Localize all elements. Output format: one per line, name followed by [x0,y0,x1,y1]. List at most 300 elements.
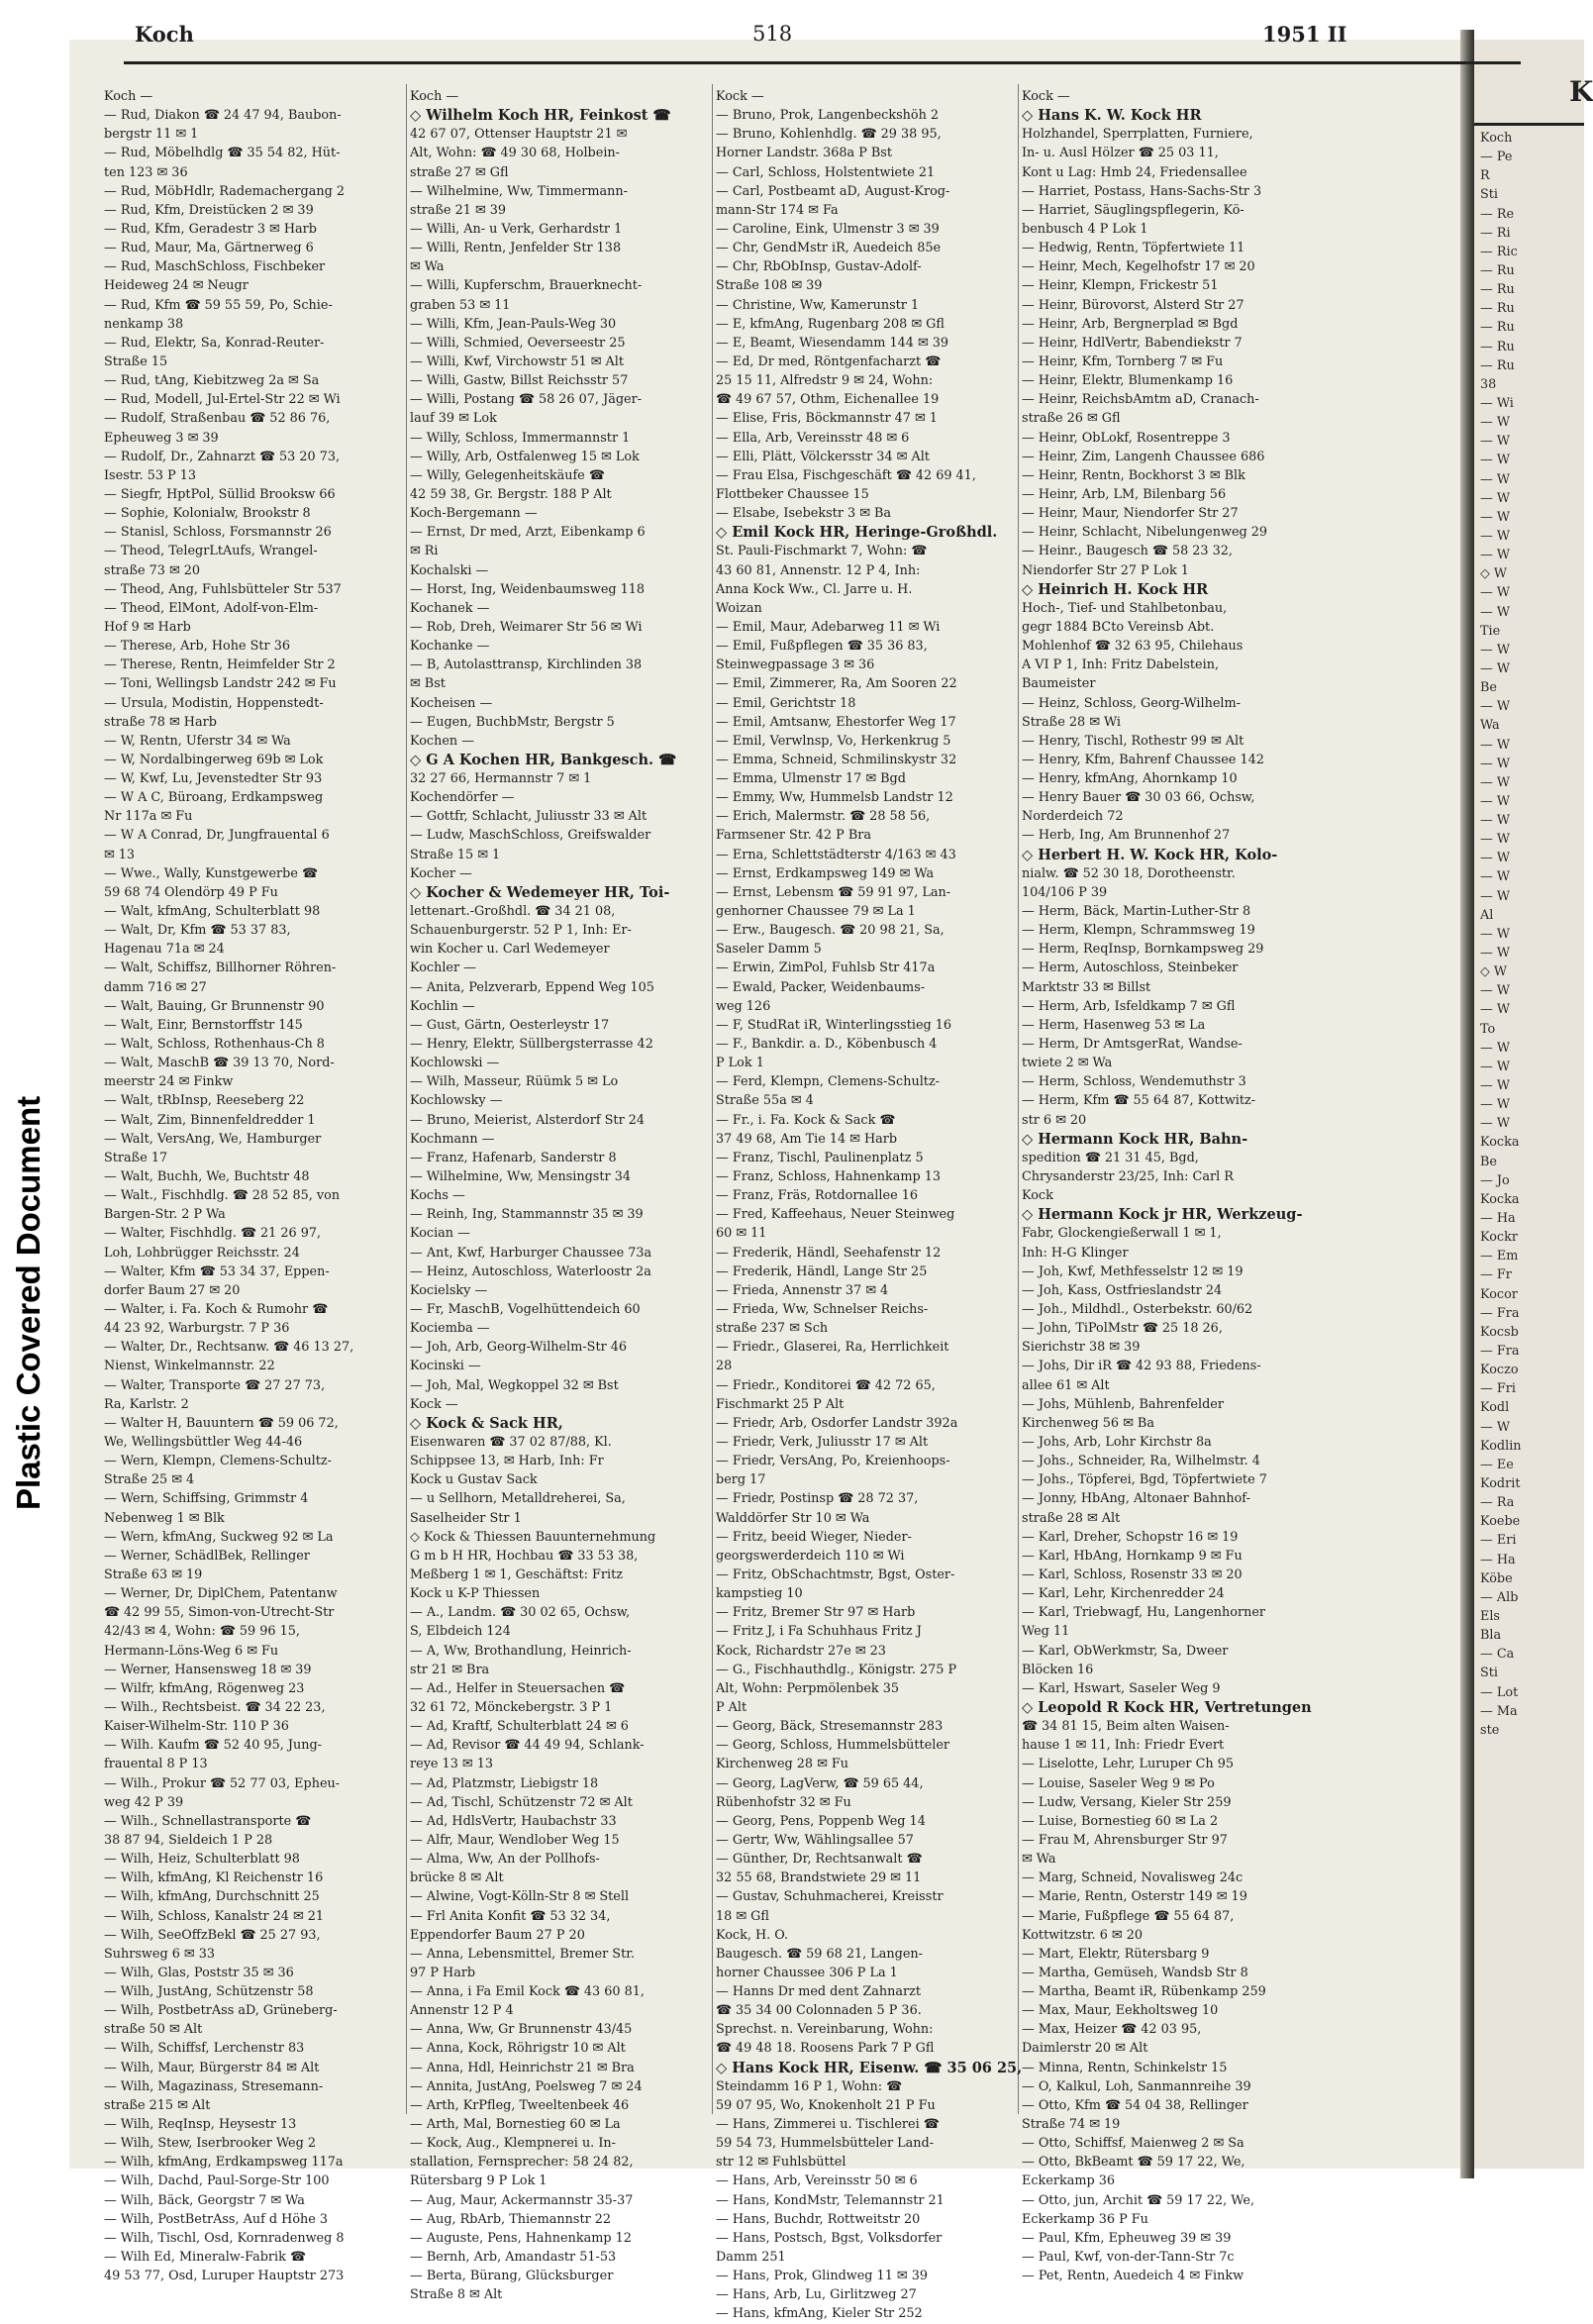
directory-line: — Paul, Kwf, von-der-Tann-Str 7c [1022,2250,1235,2266]
directory-line: — Fritz J, i Fa Schuhhaus Fritz J [716,1624,922,1640]
directory-line: ◇ Kock & Thiessen Bauunternehmung [410,1529,656,1545]
directory-line: — Rud, Modell, Jul-Ertel-Str 22 ✉ Wi [104,392,341,408]
directory-line: — Bruno, Prok, Langenbeckshöh 2 [716,108,940,124]
adjacent-page-line: — Re [1480,206,1515,222]
directory-line: — Hans, Zimmerei u. Tischlerei ☎ [716,2117,940,2133]
directory-line: — Wilhelmine, Ww, Mensingstr 34 [410,1169,631,1185]
directory-line: Holzhandel, Sperrplatten, Furniere, [1022,127,1253,143]
directory-line: Steindamm 16 P 1, Wohn: ☎ [716,2078,903,2094]
directory-line: Kock — [1022,89,1070,104]
adjacent-page-line: Be [1480,680,1497,696]
directory-line: 59 68 74 Olendörp 49 P Fu [104,884,278,900]
directory-line: berg 17 [716,1472,766,1488]
directory-line: — Walter, Kfm ☎ 53 34 37, Eppen- [104,1263,330,1279]
directory-line: — Johs, Arb, Lohr Kirchstr 8a [1022,1434,1212,1450]
directory-line: — W, Kwf, Lu, Jevenstedter Str 93 [104,771,323,787]
directory-line: — Ferd, Klempn, Clemens-Schultz- [716,1074,941,1090]
directory-line: — Willi, Gastw, Billst Reichsstr 57 [410,373,629,389]
directory-line: Isestr. 53 P 13 [104,467,197,483]
directory-line: — Emmy, Ww, Hummelsb Landstr 12 [716,790,953,806]
directory-line: — Ernst, Erdkampsweg 149 ✉ Wa [716,865,935,881]
directory-line: — Henry Bauer ☎ 30 03 66, Ochsw, [1022,790,1255,806]
adjacent-page-line: — W [1480,737,1511,753]
directory-line: frauental 8 P 13 [104,1757,208,1772]
directory-line: — Anna, i Fa Emil Kock ☎ 43 60 81, [410,1984,645,2000]
adjacent-page-line: — W [1480,1059,1511,1074]
directory-line: ☎ 34 81 15, Beim alten Waisen- [1022,1719,1230,1735]
directory-line: — Karl, Lehr, Kirchenredder 24 [1022,1586,1225,1602]
directory-line: Kociemba — [410,1321,490,1337]
directory-line: — Emil, Verwlnsp, Vo, Herkenkrug 5 [716,733,951,749]
directory-line: — John, TiPolMstr ☎ 25 18 26, [1022,1321,1223,1337]
directory-line: — Chr, RbObInsp, Gustav-Adolf- [716,259,922,275]
directory-line: — Auguste, Pens, Hahnenkamp 12 [410,2230,632,2246]
directory-line: — Theod, ElMont, Adolf-von-Elm- [104,600,319,616]
directory-line: Straße 15 [104,354,168,369]
directory-line: — Bernh, Arb, Amandastr 51-53 [410,2250,617,2266]
directory-line: — Eugen, BuchbMstr, Bergstr 5 [410,714,615,730]
directory-line: — Otto, Schiffsf, Maienweg 2 ✉ Sa [1022,2136,1245,2152]
directory-line: Straße 74 ✉ 19 [1022,2117,1121,2133]
directory-line: 97 P Harb [410,1965,476,1980]
directory-line: — Arth, Mal, Bornestieg 60 ✉ La [410,2117,621,2133]
adjacent-page-line: — W [1480,1040,1511,1056]
directory-line: meerstr 24 ✉ Finkw [104,1074,234,1090]
adjacent-page-line: Köbe [1480,1570,1513,1586]
directory-line: Nr 117a ✉ Fu [104,809,193,825]
adjacent-page-line: Kocka [1480,1191,1520,1207]
directory-line: — Heinz, Autoschloss, Waterloostr 2a [410,1263,651,1279]
directory-line: — Heinz, Schloss, Georg-Wilhelm- [1022,695,1241,711]
directory-line: Eisenwaren ☎ 37 02 87/88, Kl. [410,1434,612,1450]
directory-line: 18 ✉ Gfl [716,1908,769,1924]
directory-line: G m b H HR, Hochbau ☎ 33 53 38, [410,1548,639,1564]
directory-line: — Walt., Fischhdlg. ☎ 28 52 85, von [104,1188,341,1204]
directory-line: Kocher — [410,865,472,881]
directory-line: — B, Autolasttransp, Kirchlinden 38 [410,657,643,673]
directory-line: — Wilh, SeeOffzBekl ☎ 25 27 93, [104,1927,321,1943]
directory-line: — Carl, Schloss, Holstentwiete 21 [716,164,936,180]
directory-line: Rübenhofstr 32 ✉ Fu [716,1794,851,1810]
directory-line: graben 53 ✉ 11 [410,297,511,313]
directory-line: In- u. Ausl Hölzer ☎ 25 03 11, [1022,146,1219,161]
directory-line: 42 59 38, Gr. Bergstr. 188 P Alt [410,486,612,502]
directory-line: — Toni, Wellingsb Landstr 242 ✉ Fu [104,676,337,692]
adjacent-page-line: — Ha [1480,1211,1516,1227]
adjacent-page-line: — W [1480,946,1511,961]
directory-line: genhorner Chaussee 79 ✉ La 1 [716,904,916,920]
adjacent-page-line: — Fr [1480,1267,1512,1283]
directory-line: ◇ Wilhelm Koch HR, Feinkost ☎ [410,107,671,125]
directory-line: — Willy, Arb, Ostfalenweg 15 ✉ Lok [410,449,640,464]
directory-line: ✉ Ri [410,544,439,559]
directory-line: — Herm, Autoschloss, Steinbeker [1022,960,1239,976]
directory-line: ◇ Hermann Kock jr HR, Werkzeug- [1022,1206,1303,1224]
directory-line: P Lok 1 [716,1056,764,1071]
directory-line: Mohlenhof ☎ 32 63 95, Chilehaus [1022,639,1244,655]
directory-line: 32 27 66, Hermannstr 7 ✉ 1 [410,771,592,787]
directory-line: ✉ Wa [410,259,445,275]
directory-line: — Werner, Hansensweg 18 ✉ 39 [104,1662,312,1677]
header-rule [124,61,1521,64]
directory-line: weg 42 P 39 [104,1794,184,1810]
directory-line: — Walter, Transporte ☎ 27 27 73, [104,1377,326,1393]
directory-line: — Wilh, ReqInsp, Heysestr 13 [104,2117,297,2133]
adjacent-page-line: 38 [1480,376,1497,392]
directory-line: — Walt, Bauing, Gr Brunnenstr 90 [104,998,325,1014]
directory-line: straße 26 ✉ Gfl [1022,411,1121,427]
directory-line: — Wilh., Prokur ☎ 52 77 03, Epheu- [104,1775,341,1791]
directory-line: — Anna, Hdl, Heinrichstr 21 ✉ Bra [410,2060,635,2075]
directory-line: — Reinh, Ing, Stammannstr 35 ✉ 39 [410,1207,644,1223]
directory-line: — Gustav, Schuhmacherei, Kreisstr [716,1889,944,1905]
directory-line: — Aug, RbArb, Thiemannstr 22 [410,2211,612,2227]
directory-line: — Georg, Bäck, Stresemannstr 283 [716,1719,944,1735]
directory-line: stallation, Fernsprecher: 58 24 82, [410,2155,634,2171]
directory-line: — Henry, Kfm, Bahrenf Chaussee 142 [1022,752,1264,767]
adjacent-page-line: — W [1480,926,1511,942]
directory-line: — F., Bankdir. a. D., Köbenbusch 4 [716,1037,938,1053]
directory-line: win Kocher u. Carl Wedemeyer [410,942,610,958]
adjacent-page-line: — Ru [1480,301,1515,317]
directory-line: — Heinr, Arb, LM, Bilenbarg 56 [1022,486,1227,502]
directory-column-3 [716,87,1021,2324]
directory-line: — Friedr, Arb, Osdorfer Landstr 392a [716,1415,958,1431]
directory-line: — Willi, Schmied, Oeverseestr 25 [410,335,626,351]
directory-line: Kocheisen — [410,695,493,711]
directory-line: Bargen-Str. 2 P Wa [104,1207,226,1223]
directory-line: ✉ Bst [410,676,446,692]
directory-line: — W, Nordalbingerweg 69b ✉ Lok [104,752,324,767]
directory-line: spedition ☎ 21 31 45, Bgd, [1022,1150,1199,1165]
directory-line: Daimlerstr 20 ✉ Alt [1022,2041,1148,2057]
directory-line: Damm 251 [716,2250,786,2266]
directory-line: str 6 ✉ 20 [1022,1112,1087,1128]
directory-line: — Ant, Kwf, Harburger Chaussee 73a [410,1245,652,1261]
directory-line: — Wilh Ed, Mineralw-Fabrik ☎ [104,2250,306,2266]
directory-line: Kochalski — [410,562,489,578]
directory-line: — Caroline, Eink, Ulmenstr 3 ✉ 39 [716,221,940,237]
directory-line: — Alma, Ww, An der Pollhofs- [410,1852,600,1868]
directory-column-1 [104,87,409,2285]
directory-line: — Wilh, kfmAng, Erdkampsweg 117a [104,2155,344,2171]
directory-line: — Karl, Triebwagf, Hu, Langenhorner [1022,1605,1266,1621]
directory-line: — Walt, MaschB ☎ 39 13 70, Nord- [104,1056,335,1071]
directory-line: Schippsee 13, ✉ Harb, Inh: Fr [410,1454,604,1469]
directory-line: — Rud, MaschSchloss, Fischbeker [104,259,326,275]
directory-line: — Johs., Schneider, Ra, Wilhelmstr. 4 [1022,1454,1260,1469]
directory-line: — Stanisl, Schloss, Forsmannstr 26 [104,525,332,541]
directory-line: — Walter, Dr., Rechtsanw. ☎ 46 13 27, [104,1340,354,1356]
directory-line: — Wilh, PostbetrAss aD, Grüneberg- [104,2003,338,2019]
directory-line: S, Elbdeich 124 [410,1624,511,1640]
directory-line: — Alwine, Vogt-Kölln-Str 8 ✉ Stell [410,1889,630,1905]
directory-line: — Rud, tAng, Kiebitzweg 2a ✉ Sa [104,373,320,389]
directory-line: — Herm, Klempn, Schrammsweg 19 [1022,923,1255,939]
directory-line: — Friedr, VersAng, Po, Kreienhoops- [716,1454,950,1469]
directory-line: Loh, Lohbrügger Reichsstr. 24 [104,1245,300,1261]
adjacent-page-line: To [1480,1021,1496,1037]
adjacent-page-line: — Ru [1480,262,1515,278]
directory-line: straße 27 ✉ Gfl [410,164,509,180]
directory-line: — Ludw, Versang, Kieler Str 259 [1022,1794,1232,1810]
directory-line: — Willi, Postang ☎ 58 26 07, Jäger- [410,392,643,408]
directory-line: — Mart, Elektr, Rütersbarg 9 [1022,1946,1210,1962]
adjacent-page-line: R [1480,168,1490,184]
directory-line: — Paul, Kfm, Epheuweg 39 ✉ 39 [1022,2230,1232,2246]
directory-line: Horner Landstr. 368a P Bst [716,146,893,161]
header-left: Koch [135,22,194,47]
directory-line: — Erwin, ZimPol, Fuhlsb Str 417a [716,960,936,976]
directory-line: Farmsener Str. 42 P Bra [716,828,871,844]
directory-line: — Wern, Schiffsing, Grimmstr 4 [104,1491,309,1507]
adjacent-page-line: — Em [1480,1249,1519,1264]
adjacent-page-line: ◇ W [1480,964,1508,980]
directory-line: — Frederik, Händl, Lange Str 25 [716,1263,928,1279]
directory-line: — Heinr, Klempn, Frickestr 51 [1022,278,1219,294]
directory-line: — Minna, Rentn, Schinkelstr 15 [1022,2060,1228,2075]
directory-line: ◇ Heinrich H. Kock HR [1022,580,1209,598]
directory-line: — Max, Maur, Eekholtsweg 10 [1022,2003,1219,2019]
adjacent-page-line: Sti [1480,187,1499,203]
directory-line: — Walt, tRbInsp, Reeseberg 22 [104,1093,305,1109]
directory-line: — Liselotte, Lehr, Luruper Ch 95 [1022,1757,1234,1772]
directory-line: — Joh., Mildhdl., Osterbekstr. 60/62 [1022,1302,1253,1317]
directory-line: — Johs, Dir iR ☎ 42 93 88, Friedens- [1022,1359,1261,1374]
directory-line: — Walt, Dr, Kfm ☎ 53 37 83, [104,923,291,939]
directory-line: Saseler Damm 5 [716,942,822,958]
directory-line: — Herm, Schloss, Wendemuthstr 3 [1022,1074,1246,1090]
directory-line: — Wilh, Magazinass, Stresemann- [104,2078,324,2094]
directory-line: — Wilfr, kfmAng, Rögenweg 23 [104,1680,305,1696]
directory-line: Alt, Wohn: ☎ 49 30 68, Holbein- [410,146,620,161]
directory-line: — Henry, kfmAng, Ahornkamp 10 [1022,771,1238,787]
directory-line: Niendorfer Str 27 P Lok 1 [1022,562,1189,578]
directory-line: — Karl, Hswart, Saseler Weg 9 [1022,1680,1221,1696]
directory-line: — Wilh, Dachd, Paul-Sorge-Str 100 [104,2173,330,2189]
directory-line: benbusch 4 P Lok 1 [1022,221,1148,237]
directory-line: — Rud, Diakon ☎ 24 47 94, Baubon- [104,108,342,124]
directory-line: 25 15 11, Alfredstr 9 ✉ 24, Wohn: [716,373,934,389]
directory-line: — E, Beamt, Wiesendamm 144 ✉ 39 [716,335,949,351]
directory-line: — Hans, kfmAng, Kieler Str 252 [716,2306,923,2322]
directory-line: — Ad, Revisor ☎ 44 49 94, Schlank- [410,1738,645,1754]
directory-line: Saselheider Str 1 [410,1510,522,1526]
directory-line: — Max, Heizer ☎ 42 03 95, [1022,2022,1202,2038]
directory-line: — Anna, Lebensmittel, Bremer Str. [410,1946,635,1962]
directory-line: — Walter, i. Fa. Koch & Rumohr ☎ [104,1302,329,1317]
directory-line: — E, kfmAng, Rugenbarg 208 ✉ Gfl [716,316,945,332]
directory-line: — Emma, Schneid, Schmilinskystr 32 [716,752,957,767]
directory-line: — Wilh, Heiz, Schulterblatt 98 [104,1852,300,1868]
directory-line: — Luise, Bornestieg 60 ✉ La 2 [1022,1813,1219,1829]
directory-line: — Bruno, Meierist, Alsterdorf Str 24 [410,1112,646,1128]
directory-line: — Ad, Tischl, Schützenstr 72 ✉ Alt [410,1794,633,1810]
directory-line: — Frau Elsa, Fischgeschäft ☎ 42 69 41, [716,467,976,483]
adjacent-page-line: — Ru [1480,282,1515,298]
directory-line: Kocinski — [410,1359,481,1374]
directory-line: — Frederik, Händl, Seehafenstr 12 [716,1245,942,1261]
directory-line: — Herm, Hasenweg 53 ✉ La [1022,1017,1206,1033]
directory-line: — Walt, Einr, Bernstorffstr 145 [104,1017,303,1033]
directory-line: Hof 9 ✉ Harb [104,619,191,635]
directory-line: — Marie, Rentn, Osterstr 149 ✉ 19 [1022,1889,1247,1905]
directory-line: str 12 ✉ Fuhlsbüttel [716,2155,846,2171]
adjacent-page-title: K [1569,75,1593,108]
directory-line: — Gottfr, Schlacht, Juliusstr 33 ✉ Alt [410,809,647,825]
directory-line: — Anna, Ww, Gr Brunnenstr 43/45 [410,2022,633,2038]
directory-line: — Wwe., Wally, Kunstgewerbe ☎ [104,865,318,881]
adjacent-page-line: — W [1480,888,1511,904]
directory-line: — Herm, Dr AmtsgerRat, Wandse- [1022,1037,1243,1053]
directory-line: — W, Rentn, Uferstr 34 ✉ Wa [104,733,291,749]
directory-line: — Franz, Schloss, Hahnenkamp 13 [716,1169,942,1185]
directory-line: Meßberg 1 ✉ 1, Geschäftst: Fritz [410,1566,623,1582]
directory-line: — Jonny, HbAng, Altonaer Bahnhof- [1022,1491,1250,1507]
directory-line: — Fr., i. Fa. Kock & Sack ☎ [716,1112,896,1128]
directory-line: — Heinr, Maur, Niendorfer Str 27 [1022,506,1239,522]
directory-line: Straße 17 [104,1150,168,1165]
directory-line: ☎ 35 34 00 Colonnaden 5 P 36. [716,2003,922,2019]
directory-line: — Heinr., Baugesch ☎ 58 23 32, [1022,544,1233,559]
directory-line: Kochmann — [410,1131,495,1147]
directory-line: Suhrsweg 6 ✉ 33 [104,1946,216,1962]
directory-line: Nebenweg 1 ✉ Blk [104,1510,225,1526]
directory-line: — Willi, Rentn, Jenfelder Str 138 [410,241,622,256]
adjacent-page-line: — W [1480,434,1511,450]
directory-line: hause 1 ✉ 11, Inh: Friedr Evert [1022,1738,1225,1754]
directory-line: — Otto, BkBeamt ☎ 59 17 22, We, [1022,2155,1245,2171]
directory-line: Kochlin — [410,998,475,1014]
directory-line: — Heinr, Elektr, Blumenkamp 16 [1022,373,1234,389]
adjacent-page-line: — W [1480,585,1511,601]
directory-line: — Heinr, Bürovorst, Alsterd Str 27 [1022,297,1245,313]
directory-line: horner Chaussee 306 P La 1 [716,1965,898,1980]
directory-line: — Ad, HdlsVertr, Haubachstr 33 [410,1813,617,1829]
directory-line: — u Sellhorn, Metalldreherei, Sa, [410,1491,626,1507]
directory-line: Steinwegpassage 3 ✉ 36 [716,657,875,673]
directory-line: ◇ Hans K. W. Kock HR [1022,107,1202,125]
directory-line: — Walt, Buchh, We, Buchtstr 48 [104,1169,310,1185]
directory-line: brücke 8 ✉ Alt [410,1870,504,1886]
directory-line: — Ad., Helfer in Steuersachen ☎ [410,1680,626,1696]
directory-line: ◇ Emil Kock HR, Heringe-Großhdl. [716,524,998,542]
adjacent-page-line: — Ma [1480,1703,1518,1719]
adjacent-page-line: Kocsb [1480,1324,1519,1340]
directory-line: — Harriet, Postass, Hans-Sachs-Str 3 [1022,183,1262,199]
directory-line: Schauenburgerstr. 52 P 1, Inh: Er- [410,923,632,939]
directory-line: — Wilh, Glas, Poststr 35 ✉ 36 [104,1965,294,1980]
directory-line: Baumeister [1022,676,1096,692]
directory-line: straße 78 ✉ Harb [104,714,217,730]
directory-line: — Karl, Schloss, Rosenstr 33 ✉ 20 [1022,1566,1243,1582]
header-right: 1951 II [1262,22,1347,47]
directory-line: St. Pauli-Fischmarkt 7, Wohn: ☎ [716,544,928,559]
directory-line: — Wilh., Rechtsbeist. ☎ 34 22 23, [104,1699,326,1715]
directory-line: — Wilh, Schiffsf, Lerchenstr 83 [104,2041,305,2057]
adjacent-page-line: — W [1480,490,1511,506]
directory-line: straße 215 ✉ Alt [104,2097,211,2113]
directory-line: — Georg, Schloss, Hummelsbütteler [716,1738,950,1754]
directory-line: — Walt, kfmAng, Schulterblatt 98 [104,904,321,920]
directory-line: — Berta, Bürang, Glücksburger [410,2269,614,2284]
directory-line: — Erich, Malermstr. ☎ 28 58 56, [716,809,931,825]
adjacent-page [1474,40,1593,2169]
directory-line: — Arth, KrPfleg, Tweeltenbeek 46 [410,2097,630,2113]
directory-line: — Walt, Schiffsz, Billhorner Röhren- [104,960,337,976]
directory-line: — Hans, Arb, Vereinsstr 50 ✉ 6 [716,2173,918,2189]
directory-line: Flottbeker Chaussee 15 [716,486,869,502]
directory-line: Kirchenweg 56 ✉ Ba [1022,1415,1154,1431]
directory-line: Woizan [716,600,762,616]
directory-line: — W A Conrad, Dr, Jungfrauental 6 [104,828,330,844]
directory-line: — Walt, Schloss, Rothenhaus-Ch 8 [104,1037,325,1053]
directory-line: — Bruno, Kohlenhdlg. ☎ 29 38 95, [716,127,942,143]
adjacent-page-line: Kodl [1480,1400,1510,1416]
directory-line: — Wilh, PostBetrAss, Auf d Höhe 3 [104,2211,329,2227]
directory-line: Kochs — [410,1188,465,1204]
directory-line: twiete 2 ✉ Wa [1022,1056,1113,1071]
adjacent-page-line: Wa [1480,718,1500,734]
adjacent-page-line: — W [1480,793,1511,809]
directory-line: — Therese, Arb, Hohe Str 36 [104,639,290,655]
directory-line: Koch-Bergemann — [410,506,538,522]
directory-line: — G., Fischhauthdlg., Königstr. 275 P [716,1662,957,1677]
adjacent-page-line: Kocor [1480,1286,1518,1302]
directory-line: — Georg, Pens, Poppenb Weg 14 [716,1813,926,1829]
directory-line: Straße 25 ✉ 4 [104,1472,195,1488]
adjacent-page-line: — Jo [1480,1172,1510,1188]
adjacent-page-line: — Ru [1480,320,1515,336]
page-number: 518 [752,22,793,46]
directory-line: — Heinr, Schlacht, Nibelungenweg 29 [1022,525,1268,541]
directory-line: 49 53 77, Osd, Luruper Hauptstr 273 [104,2269,345,2284]
directory-line: — Fritz, beeid Wieger, Nieder- [716,1529,912,1545]
directory-line: — Elise, Fris, Böckmannstr 47 ✉ 1 [716,411,938,427]
directory-line: Koch — [410,89,459,104]
directory-line: — Frieda, Annenstr 37 ✉ 4 [716,1282,889,1298]
directory-line: — Frl Anita Konfit ☎ 53 32 34, [410,1908,611,1924]
directory-line: — Horst, Ing, Weidenbaumsweg 118 [410,581,646,597]
directory-line: — Walt, Zim, Binnenfeldredder 1 [104,1112,316,1128]
directory-line: — Ursula, Modistin, Hoppenstedt- [104,695,324,711]
directory-line: Chrysanderstr 23/25, Inh: Carl R [1022,1169,1234,1185]
directory-line: — Franz, Hafenarb, Sanderstr 8 [410,1150,617,1165]
directory-line: — Ewald, Packer, Weidenbaums- [716,979,926,995]
directory-line: — Pet, Rentn, Auedeich 4 ✉ Finkw [1022,2269,1245,2284]
directory-line: — Fr, MaschB, Vogelhüttendeich 60 [410,1302,641,1317]
directory-line: — Emil, Amtsanw, Ehestorfer Weg 17 [716,714,956,730]
directory-line: A VI P 1, Inh: Fritz Dabelstein, [1022,657,1220,673]
adjacent-page-line: — Alb [1480,1589,1519,1605]
directory-line: Kochanke — [410,639,490,655]
directory-line: — A, Ww, Brothandlung, Heinrich- [410,1643,632,1659]
directory-line: — Georg, LagVerw, ☎ 59 65 44, [716,1775,924,1791]
directory-line: — Friedr, Verk, Juliusstr 17 ✉ Alt [716,1434,929,1450]
directory-line: — Wilhelmine, Ww, Timmermann- [410,183,628,199]
adjacent-page-line: Be [1480,1154,1497,1169]
directory-line: kampstieg 10 [716,1586,803,1602]
adjacent-header-rule [1474,123,1584,126]
directory-line: — Kock, Aug., Klempnerei u. In- [410,2136,616,2152]
adjacent-page-line: Kocka [1480,1135,1520,1151]
adjacent-page-line: — W [1480,642,1511,657]
directory-line: — Henry, Elektr, Süllbergsterrasse 42 [410,1037,653,1053]
directory-line: lettenart.-Großhdl. ☎ 34 21 08, [410,904,616,920]
directory-line: — Walt, VersAng, We, Hamburger [104,1131,322,1147]
directory-line: — Ernst, Lebensm ☎ 59 91 97, Lan- [716,884,951,900]
directory-line: straße 21 ✉ 39 [410,202,507,218]
